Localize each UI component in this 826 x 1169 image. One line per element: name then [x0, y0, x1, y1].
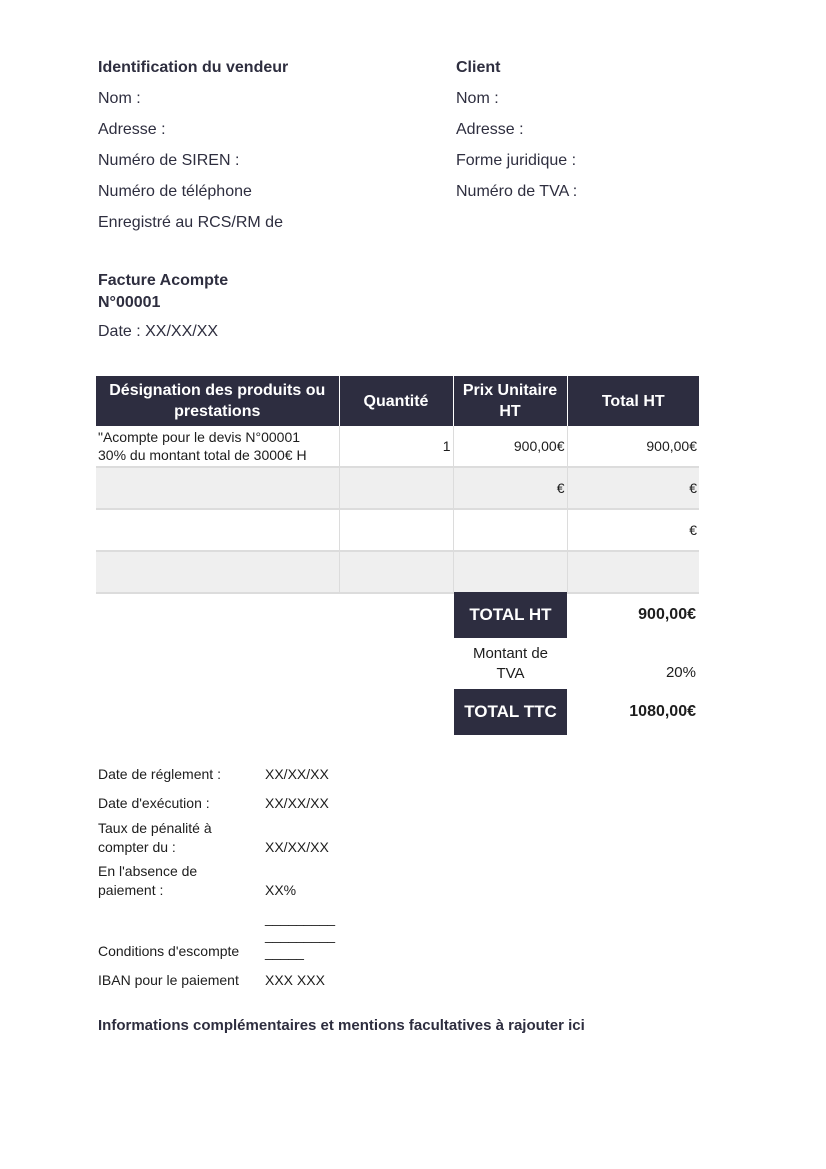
row-quantity — [339, 467, 453, 509]
row-designation — [96, 426, 339, 467]
vat-label-line: Montant de — [472, 645, 549, 662]
row-total: € — [567, 509, 699, 551]
row-total: € — [567, 467, 699, 509]
invoice-date: Date : XX/XX/XX — [98, 323, 219, 340]
items-table — [96, 376, 699, 594]
seller-section — [98, 58, 428, 244]
header-unit-price: Prix Unitaire HT — [453, 376, 567, 426]
table-row — [96, 551, 699, 593]
vat-value: 20% — [665, 664, 696, 681]
table-row — [96, 426, 699, 467]
row-unit-price — [453, 551, 567, 593]
iban-value: XXX XXX — [265, 972, 325, 988]
client-vat-number: Numéro de TVA : — [456, 183, 578, 200]
row-unit-price: 900,00€ — [453, 426, 567, 467]
additional-info-note: Informations complémentaires et mentions facultatives à rajouter ici — [98, 1017, 585, 1034]
client-address: Adresse : — [456, 121, 524, 138]
row-quantity — [339, 509, 453, 551]
table-row — [96, 467, 699, 509]
iban-label: IBAN pour le paiement — [98, 972, 239, 988]
row-total — [567, 551, 699, 593]
row-unit-price — [453, 509, 567, 551]
blank-line: _____ — [265, 944, 304, 960]
client-section — [456, 58, 776, 213]
header-total-ht: Total HT — [567, 376, 699, 426]
vat-label — [454, 644, 567, 684]
seller-name: Nom : — [98, 90, 141, 107]
payment-date-value: XX/XX/XX — [265, 766, 329, 782]
seller-phone: Numéro de téléphone — [98, 183, 252, 200]
seller-heading: Identification du vendeur — [98, 59, 289, 76]
client-legal-form: Forme juridique : — [456, 152, 577, 169]
seller-address: Adresse : — [98, 121, 166, 138]
invoice-title — [98, 270, 228, 314]
invoice-title-type: Facture Acompte — [98, 272, 229, 289]
table-row — [96, 509, 699, 551]
payment-date-label: Date de réglement : — [98, 766, 221, 782]
non-payment-value: XX% — [265, 882, 297, 898]
total-ttc-label: TOTAL TTC — [454, 689, 567, 735]
non-payment-label-line: En l'absence de — [98, 863, 198, 879]
penalty-rate-label-line: Taux de pénalité à — [98, 820, 212, 836]
total-ht-value: 900,00€ — [638, 606, 696, 623]
row-quantity — [339, 551, 453, 593]
non-payment-label-line: paiement : — [98, 882, 164, 898]
row-designation — [96, 467, 339, 509]
invoice-number: N°00001 — [98, 294, 161, 311]
client-heading: Client — [456, 59, 501, 76]
blank-line: _________ — [265, 910, 336, 926]
table-header-row — [96, 376, 699, 426]
row-quantity: 1 — [339, 426, 453, 467]
row-total: 900,00€ — [567, 426, 699, 467]
vat-label-line: TVA — [496, 665, 525, 682]
blank-line: _________ — [265, 927, 336, 943]
designation-line: 30% du montant total de 3000€ H — [98, 447, 307, 463]
row-designation — [96, 551, 339, 593]
seller-rcs: Enregistré au RCS/RM de — [98, 214, 283, 231]
penalty-rate-label-line: compter du : — [98, 839, 176, 855]
total-ht-label: TOTAL HT — [454, 592, 567, 638]
seller-siren: Numéro de SIREN : — [98, 152, 240, 169]
row-unit-price: € — [453, 467, 567, 509]
designation-line: "Acompte pour le devis N°00001 — [98, 429, 301, 445]
discount-conditions-label: Conditions d'escompte — [98, 943, 240, 959]
row-designation — [96, 509, 339, 551]
penalty-rate-label — [98, 819, 212, 857]
header-designation: Désignation des produits ou prestations — [96, 376, 339, 426]
header-quantity: Quantité — [339, 376, 453, 426]
total-ttc-value: 1080,00€ — [629, 703, 696, 720]
non-payment-label — [98, 862, 197, 900]
execution-date-label: Date d'exécution : — [98, 795, 210, 811]
client-name: Nom : — [456, 90, 499, 107]
execution-date-value: XX/XX/XX — [265, 795, 329, 811]
penalty-rate-value: XX/XX/XX — [265, 839, 329, 855]
